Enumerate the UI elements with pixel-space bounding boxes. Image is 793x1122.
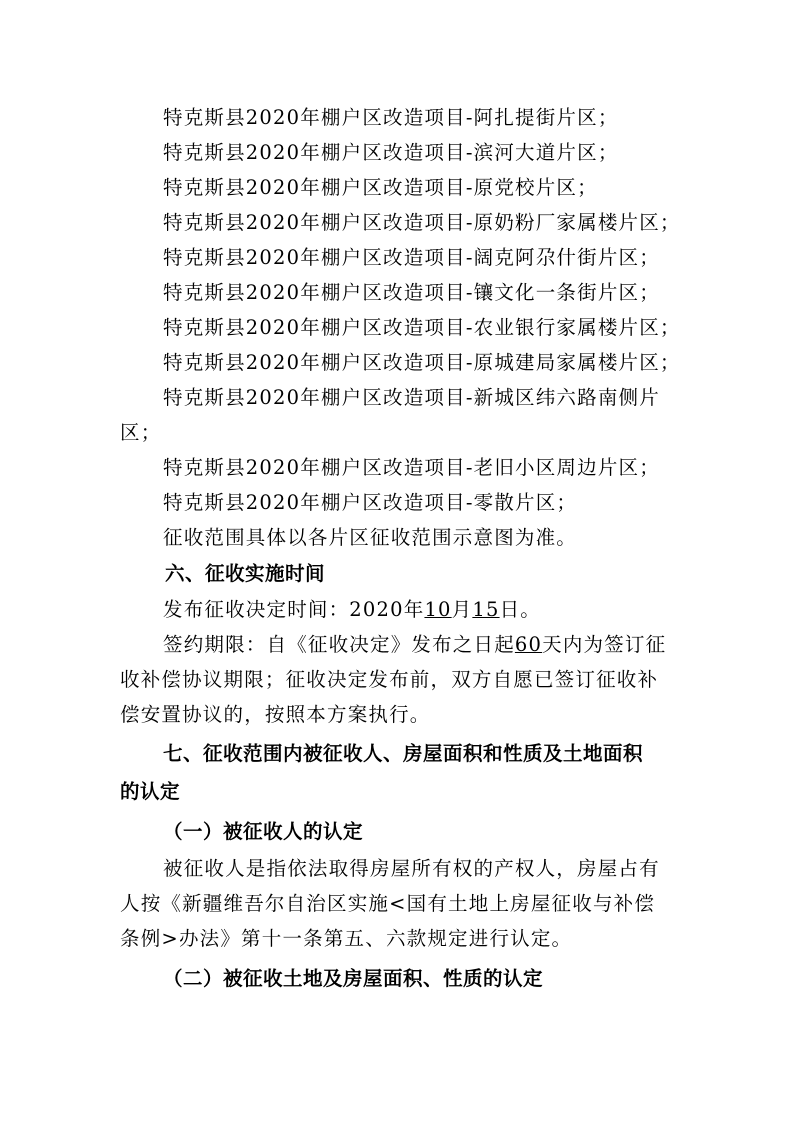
sign-suffix: 天内为签订征 — [542, 633, 667, 656]
sign-prefix: 签约期限：自《征收决定》发布之日起 — [163, 633, 515, 656]
list-item: 特克斯县2020年棚户区改造项目-零散片区； — [163, 491, 578, 514]
sign-period-line-3: 偿安置协议的，按照本方案执行。 — [120, 703, 431, 726]
decision-time-line — [163, 597, 541, 623]
section-heading-7: 七、征收范围内被征收人、房屋面积和性质及土地面积 — [163, 742, 644, 765]
sign-period-line — [163, 632, 666, 658]
list-item: 特克斯县2020年棚户区改造项目-滨河大道片区； — [163, 141, 619, 164]
list-item: 特克斯县2020年棚户区改造项目-新城区纬六路南侧片 — [163, 386, 660, 409]
list-item: 特克斯县2020年棚户区改造项目-原奶粉厂家属楼片区； — [163, 211, 681, 234]
list-item: 特克斯县2020年棚户区改造项目-原城建局家属楼片区； — [163, 351, 681, 374]
list-item: 特克斯县2020年棚户区改造项目-老旧小区周边片区； — [163, 456, 660, 479]
sign-period-line-2: 收补偿协议期限；征收决定发布前，双方自愿已签订征收补 — [120, 668, 659, 691]
sign-days: 60 — [514, 633, 543, 656]
decision-month: 10 — [424, 598, 452, 621]
list-item: 特克斯县2020年棚户区改造项目-镶文化一条街片区； — [163, 281, 660, 304]
list-item: 特克斯县2020年棚户区改造项目-阔克阿尕什街片区； — [163, 246, 660, 269]
paragraph-line: 条例>办法》第十一条第五、六款规定进行认定。 — [120, 927, 573, 950]
decision-suffix: 日。 — [499, 598, 541, 621]
decision-mid: 月 — [451, 598, 473, 621]
scope-note: 征收范围具体以各片区征收范围示意图为准。 — [163, 526, 578, 549]
paragraph-line: 人按《新疆维吾尔自治区实施<国有土地上房屋征收与补偿 — [120, 892, 656, 915]
list-item: 特克斯县2020年棚户区改造项目-原党校片区； — [163, 176, 598, 199]
subheading-1: （一）被征收人的认定 — [163, 820, 364, 843]
subheading-2: （二）被征收土地及房屋面积、性质的认定 — [163, 967, 544, 990]
decision-day: 15 — [472, 598, 500, 621]
list-item: 特克斯县2020年棚户区改造项目-农业银行家属楼片区； — [163, 316, 681, 339]
paragraph-line: 被征收人是指依法取得房屋所有权的产权人，房屋占有 — [163, 857, 660, 880]
list-item: 特克斯县2020年棚户区改造项目-阿扎提街片区； — [163, 106, 619, 129]
decision-prefix: 发布征收决定时间：2020年 — [163, 598, 425, 621]
section-heading-7-cont: 的认定 — [120, 780, 181, 803]
list-item-continuation: 区； — [120, 421, 162, 444]
section-heading-6: 六、征收实施时间 — [165, 562, 326, 585]
